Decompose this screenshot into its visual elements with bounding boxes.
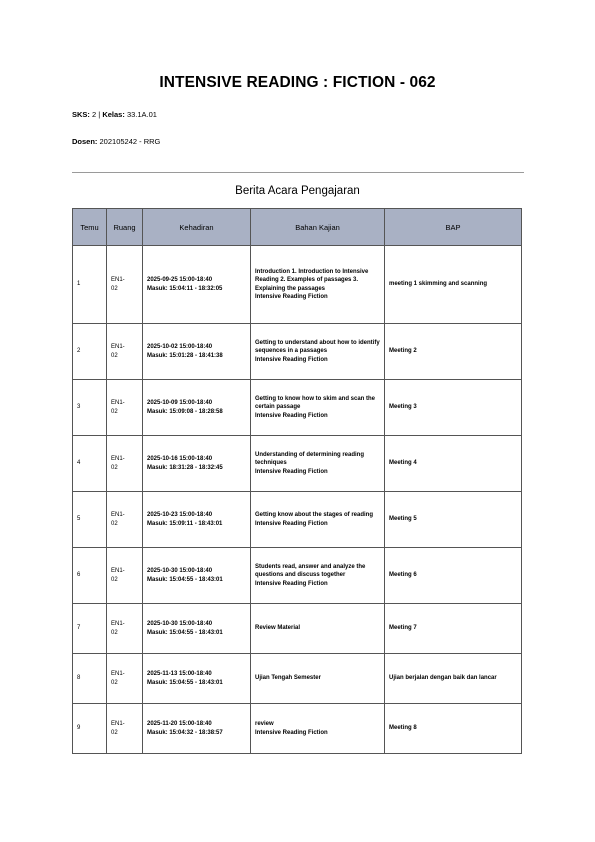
bahan-topic: Review Material xyxy=(255,625,301,632)
cell-kehadiran: 2025-10-30 15:00-18:40 Masuk: 15:04:55 - 18:43:01 xyxy=(143,548,251,604)
bahan-course: Intensive Reading Fiction xyxy=(255,580,328,587)
cell-ruang: EN1- 02 xyxy=(107,654,143,704)
sks-value: 2 xyxy=(92,110,97,119)
cell-kehadiran: 2025-10-16 15:00-18:40 Masuk: 18:31:28 - 18:32:45 xyxy=(143,436,251,492)
dosen-value: 202105242 - RRG xyxy=(99,137,161,146)
bahan-topic: Understanding of determining reading techniques xyxy=(255,451,365,467)
table-header-row xyxy=(73,209,522,246)
cell-bahan-kajian xyxy=(251,704,385,754)
cell-ruang: EN1- 02 xyxy=(107,436,143,492)
meta-separator: | xyxy=(98,110,101,119)
table-row xyxy=(73,492,522,548)
cell-bap: Meeting 2 xyxy=(385,324,522,380)
cell-ruang: EN1- 02 xyxy=(107,246,143,324)
bahan-topic: Getting to understand about how to identify sequences in a passages xyxy=(255,339,380,355)
bahan-topic: Students read, answer and analyze the questions and discuss together xyxy=(255,563,366,579)
sks-label: SKS: xyxy=(72,110,90,119)
cell-temu: 8 xyxy=(73,654,107,704)
cell-ruang: EN1- 02 xyxy=(107,492,143,548)
bahan-course: Intensive Reading Fiction xyxy=(255,729,328,736)
cell-ruang: EN1- 02 xyxy=(107,380,143,436)
table-row xyxy=(73,654,522,704)
cell-bap: Meeting 5 xyxy=(385,492,522,548)
table-row xyxy=(73,436,522,492)
cell-temu: 6 xyxy=(73,548,107,604)
cell-kehadiran: 2025-09-25 15:00-18:40 Masuk: 15:04:11 - 18:32:05 xyxy=(143,246,251,324)
bap-table xyxy=(72,208,522,754)
cell-bahan-kajian xyxy=(251,324,385,380)
cell-ruang: EN1- 02 xyxy=(107,704,143,754)
cell-bahan-kajian xyxy=(251,492,385,548)
page-title: INTENSIVE READING : FICTION - 062 xyxy=(159,74,436,91)
cell-ruang: EN1- 02 xyxy=(107,324,143,380)
cell-temu: 7 xyxy=(73,604,107,654)
cell-temu: 2 xyxy=(73,324,107,380)
header-ruang: Ruang xyxy=(107,209,143,246)
cell-bap: Meeting 4 xyxy=(385,436,522,492)
cell-bahan-kajian xyxy=(251,246,385,324)
table-row xyxy=(73,548,522,604)
cell-bap: Meeting 3 xyxy=(385,380,522,436)
cell-kehadiran: 2025-10-02 15:00-18:40 Masuk: 15:01:28 - 18:41:38 xyxy=(143,324,251,380)
cell-temu: 9 xyxy=(73,704,107,754)
cell-temu: 4 xyxy=(73,436,107,492)
bahan-course: Intensive Reading Fiction xyxy=(255,468,328,475)
bahan-topic: Getting to know how to skim and scan the certain passage xyxy=(255,395,376,411)
cell-kehadiran: 2025-11-13 15:00-18:40 Masuk: 15:04:55 - 18:43:01 xyxy=(143,654,251,704)
cell-bahan-kajian xyxy=(251,380,385,436)
bahan-course: Intensive Reading Fiction xyxy=(255,293,328,300)
cell-bahan-kajian xyxy=(251,548,385,604)
table-row xyxy=(73,704,522,754)
cell-kehadiran: 2025-11-20 15:00-18:40 Masuk: 15:04:32 - 18:38:57 xyxy=(143,704,251,754)
bahan-course: Intensive Reading Fiction xyxy=(255,520,328,527)
table-row xyxy=(73,380,522,436)
kelas-label: Kelas: xyxy=(102,110,125,119)
cell-ruang: EN1- 02 xyxy=(107,604,143,654)
cell-bap: Meeting 6 xyxy=(385,548,522,604)
cell-bahan-kajian xyxy=(251,654,385,704)
bahan-topic: Getting know about the stages of reading xyxy=(255,512,374,519)
dosen-label: Dosen: xyxy=(72,137,98,146)
cell-bap: Ujian berjalan dengan baik dan lancar xyxy=(385,654,522,704)
header-bahan-kajian: Bahan Kajian xyxy=(251,209,385,246)
course-meta xyxy=(72,110,157,119)
divider xyxy=(72,172,524,173)
cell-kehadiran: 2025-10-23 15:00-18:40 Masuk: 15:09:11 - 18:43:01 xyxy=(143,492,251,548)
header-bap: BAP xyxy=(385,209,522,246)
cell-bap: Meeting 7 xyxy=(385,604,522,654)
header-kehadiran: Kehadiran xyxy=(143,209,251,246)
bahan-course: Intensive Reading Fiction xyxy=(255,356,328,363)
bahan-topic: Introduction 1. Introduction to Intensive Reading 2. Examples of passages 3. Explaining the passages xyxy=(255,268,369,292)
bahan-course: Intensive Reading Fiction xyxy=(255,412,328,419)
table-row xyxy=(73,324,522,380)
header-temu: Temu xyxy=(73,209,107,246)
table-row xyxy=(73,246,522,324)
cell-ruang: EN1- 02 xyxy=(107,548,143,604)
bahan-topic: review xyxy=(255,721,274,728)
kelas-value: 33.1A.01 xyxy=(126,110,157,119)
bahan-topic: Ujian Tengah Semester xyxy=(255,675,321,682)
lecturer-meta xyxy=(72,137,160,146)
cell-temu: 1 xyxy=(73,246,107,324)
section-title: Berita Acara Pengajaran xyxy=(235,185,360,197)
table-row xyxy=(73,604,522,654)
cell-temu: 3 xyxy=(73,380,107,436)
cell-kehadiran: 2025-10-30 15:00-18:40 Masuk: 15:04:55 - 18:43:01 xyxy=(143,604,251,654)
cell-bap: meeting 1 skimming and scanning xyxy=(385,246,522,324)
cell-kehadiran: 2025-10-09 15:00-18:40 Masuk: 15:09:08 - 18:28:58 xyxy=(143,380,251,436)
cell-bap: Meeting 8 xyxy=(385,704,522,754)
cell-bahan-kajian xyxy=(251,604,385,654)
cell-bahan-kajian xyxy=(251,436,385,492)
cell-temu: 5 xyxy=(73,492,107,548)
